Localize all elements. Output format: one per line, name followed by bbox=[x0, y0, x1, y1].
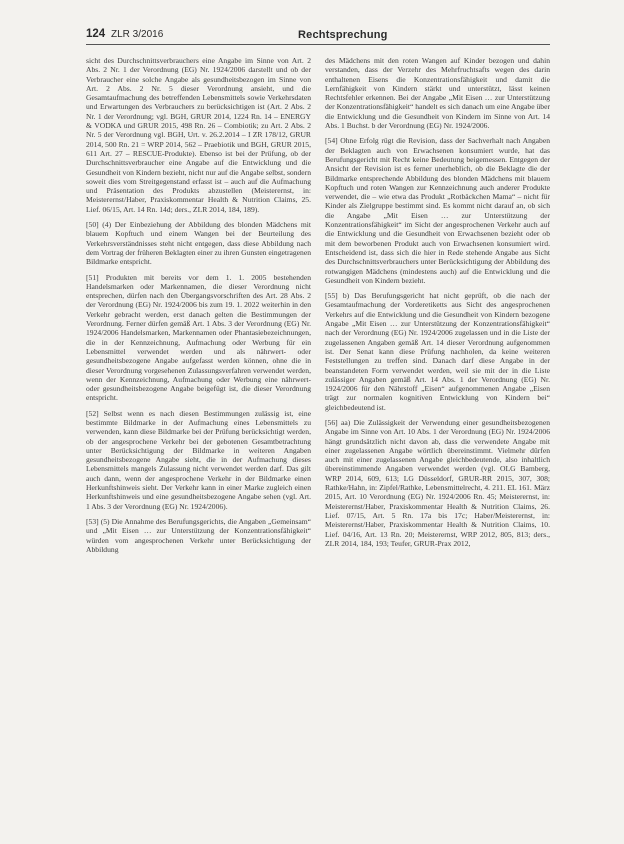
journal-reference: ZLR 3/2016 bbox=[111, 29, 164, 40]
left-column bbox=[86, 56, 311, 822]
page-number: 124 bbox=[86, 28, 106, 40]
section-title: Rechtsprechung bbox=[298, 29, 388, 41]
paragraph: [55] b) Das Berufungsgericht hat nicht geprüft, ob die nach der Gesamtaufmachung der Vorderetiketts aus Sicht des angesprochenen Verkehrs auf die Entwicklung und die Gesundheit von Kindern bezogene Angabe „Mit Eisen … zur Unterstützung der Konzentrationsfähigkeit“ nach der Verordnung (EG) Nr. 1924/2006 zugelassen und in die Liste der zugelassenen Angaben gemäß Art. 14 dieser Verordnung aufgenommen ist. Der Senat kann diese Prüfung nachholen, da keine weiteren Feststellungen zu treffen sind. Danach darf diese Angabe in der beanstandeten Form verwendet werden, weil sie mit der in die Liste zulässiger Angaben gemäß Art. 14 Abs. 1 der Verordnung (EG) Nr. 1924/2006 für den Nährstoff „Eisen“ aufgenommenen Angabe „Eisen trägt zur normalen kognitiven Entwicklung von Kindern bei“ gleichbedeutend ist. bbox=[325, 291, 550, 412]
paragraph: sicht des Durchschnittsverbrauchers eine Angabe im Sinne von Art. 2 Abs. 2 Nr. 1 der Verordnung (EG) Nr. 1924/2006 darstellt und ob der Verbraucher eine solche Angabe als gesundheitsbezogen im Sinne von Art. 2 Abs. 2 Nr. 5 dieser Verordnung ansieht, und die Gesamtaufmachung des betreffenden Lebensmittels sowie Verkehrsdaten und Erwartungen des Verbrauchers zu berücksichtigen ist (Art. 2 Abs. 2 Nr. 1 der Verordnung; vgl. BGH, GRUR 2014, 1224 Rn. 14 – ENERGY & VODKA und GRUR 2015, 498 Rn. 26 – Combiotik; zu Art. 2 Abs. 2 Nr. 5 der Verordnung vgl. BGH, Urt. v. 26.2.2014 – I ZR 178/12, GRUR 2014, 500 Rn. 21 = WRP 2014, 562 – Praebiotik und BGH, GRUR 2015, 611 Art. 27 – RESCUE-Produkte). Ebenso ist bei der Prüfung, ob der Durchschnittsverbraucher eine Angabe auf die Entwicklung und die Gesundheit von Kindern bezieht, nicht nur auf die Angabe selbst, sondern soweit dies vom Streitgegenstand erfasst ist – auch auf die Aufmachung und Präsentation des Produkts abzustellen (Meisterernst, in: Meisterernst/Haber, Praxiskommentar Health & Nutrition Claims, 25. Lief. 06/15, Art. 14 Rn. 14d; ders., ZLR 2014, 184, 189). bbox=[86, 56, 311, 214]
text-columns bbox=[86, 56, 550, 822]
paragraph: [56] aa) Die Zulässigkeit der Verwendung einer gesundheitsbezogenen Angabe im Sinne von Art. 10 Abs. 1 der Verordnung (EG) Nr. 1924/2006 hängt grundsätzlich nicht davon ab, dass die verwendete Angabe mit einer zugelassenen Angabe wörtlich übereinstimmt. Vielmehr dürfen auch mit einer zugelassenen Angabe gleichbedeutende, also inhaltlich übereinstimmende Angaben verwendet werden (vgl. OLG Bamberg, WRP 2014, 609, 613; LG Düsseldorf, GRUR-RR 2015, 307, 308; Rathke/Hahn, in: Zipfel/Rathke, Lebensmittelrecht, 4. 211. EL 161. März 2015, Art. 10 Verordnung (EG) Nr. 1924/2006 Rn. 45; Meisterernst, in: Meisterernst/Haber, Praxiskommentar Health & Nutrition Claims, 26. Lief. 07/15, Art. 5 Rn. 17a bis 17c; Haber/Meisterernst, in: Meisterernst/Haber, Praxiskommentar Health & Nutrition Claims, 10. Lief. 04/16, Art. 13 Rn. 20; Meisterernst, WRP 2012, 805, 813; ders., ZLR 2014, 184, 193; Teufer, GRUR-Prax 2012, bbox=[325, 417, 550, 548]
header-rule bbox=[86, 44, 550, 45]
paragraph: des Mädchens mit den roten Wangen auf Kinder bezogen und dahin verstanden, dass der Verzehr des Mehrfruchtsafts wegen des darin enthaltenen Eisens die Konzentrationsfähigkeit und damit die Lernfähigkeit von Kindern stärkt und unterstützt, lässt keinen Rechtsfehler erkennen. Bei der Angabe „Mit Eisen … zur Unterstützung der Konzentrationsfähigkeit“ handelt es sich danach um eine Angabe über die Entwicklung und die Gesundheit von Kindern im Sinne von Art. 14 Abs. 1 Buchst. b der Verordnung (EG) Nr. 1924/2006. bbox=[325, 56, 550, 131]
page-header bbox=[86, 26, 550, 48]
paragraph: [51] Produkten mit bereits vor dem 1. 1. 2005 bestehenden Handelsmarken oder Markennamen, die dieser Verordnung nicht entsprechen, dürfen nach den Übergangsvorschriften des Art. 28 Abs. 2 der Verordnung (EG) Nr. 1924/2006 bis zum 19. 1. 2022 weiterhin in den Verkehr gebracht werden, erst danach gelten die Bestimmungen der Verordnung. Ferner dürfen gemäß Art. 1 Abs. 3 der Verordnung (EG) Nr. 1924/2006 Handelsmarken, Markennamen oder Phantasiebezeichnungen, die in der Kennzeichnung, Aufmachung oder Werbung für ein Lebensmittel verwendet werden und als nährwert- oder gesundheitsbezogene Angabe aufgefasst werden können, ohne die in dieser Verordnung vorgesehenen Zulassungsverfahren verwendet werden, wenn der Kennzeichnung, Aufmachung oder Werbung eine nährwert- oder gesundheitsbezogene Angabe beigefügt ist, die dieser Verordnung entspricht. bbox=[86, 272, 311, 403]
right-column bbox=[325, 56, 550, 822]
paragraph: [54] Ohne Erfolg rügt die Revision, dass der Sachverhalt nach Angaben der Beklagten auch von Erwachsenen konsumiert wurde, hat das Berufungsgericht mit Recht keine Bedeutung beigemessen. Entgegen der Ansicht der Revision ist es ferner unerheblich, ob die Beklagte die der Bildmarke entsprechende Abbildung des blonden Mädchens mit blauem Kopftuch und roten Wangen zur Kennzeichnung auch anderer Produkte verwendet, die – wie etwa das Produkt „Rotbäckchen Mama“ – nicht für Kinder als Zielgruppe bestimmt sind. Es kommt nicht darauf an, ob sich die Angabe „Mit Eisen … zur Unterstützung der Konzentrationsfähigkeit“ im Sicht der angesprochenen Verkehr auch auf die Entwicklung und die Gesundheit von Erwachsenen bezieht oder ob mit dem beworbenen Produkt auch von Erwachsenen konsumiert wird. Entscheidend ist, dass sich die hier in Rede stehende Angabe aus Sicht des Durchschnittsverbrauchers unter Berücksichtigung der Abbildung des rotwangigen Mädchens (mindestens auch) auf die Entwicklung und die Gesundheit von Kindern bezieht. bbox=[325, 136, 550, 285]
paragraph: [52] Selbst wenn es nach diesen Bestimmungen zulässig ist, eine bestimmte Bildmarke in der Aufmachung eines Lebensmittels zu verwenden, kann diese Bildmarke bei der Prüfung berücksichtigt werden, ob der angesprochene Verkehr bei der gebotenen Gesamtbetrachtung unter Berücksichtigung der Bildmarke in weiteren Angaben gesundheitsbezogene Angabe sieht, die in der Aufmachung dieses Lebensmittels mangels Zulassung nicht verwendet werden darf. Das gilt auch dann, wenn der angesprochene Verkehr in der Bildmarke einen Herkunftshinweis sieht. Der Verkehr kann in einer Marke zugleich einen Herkunftshinweis und eine gesundheitsbezogene Angabe sehen (vgl. Art. 1 Abs. 3 der Verordnung (EG) Nr. 1924/2006). bbox=[86, 408, 311, 511]
paragraph: [53] (5) Die Annahme des Berufungsgerichts, die Angaben „Gemeinsam“ und „Mit Eisen … zur Unterstützung der Konzentrationsfähigkeit“ würden vom angesprochenen Verkehr unter Berücksichtigung der Abbildung bbox=[86, 516, 311, 554]
paragraph: [50] (4) Der Einbeziehung der Abbildung des blonden Mädchens mit blauem Kopftuch und einem Wangen bei der Beurteilung des Verkehrsverständnisses steht nicht entgegen, dass diese Abbildung nach dem Vortrag der früheren Beklagten einer zu ihren Gunsten eingetragenen Bildmarke entspricht. bbox=[86, 220, 311, 267]
